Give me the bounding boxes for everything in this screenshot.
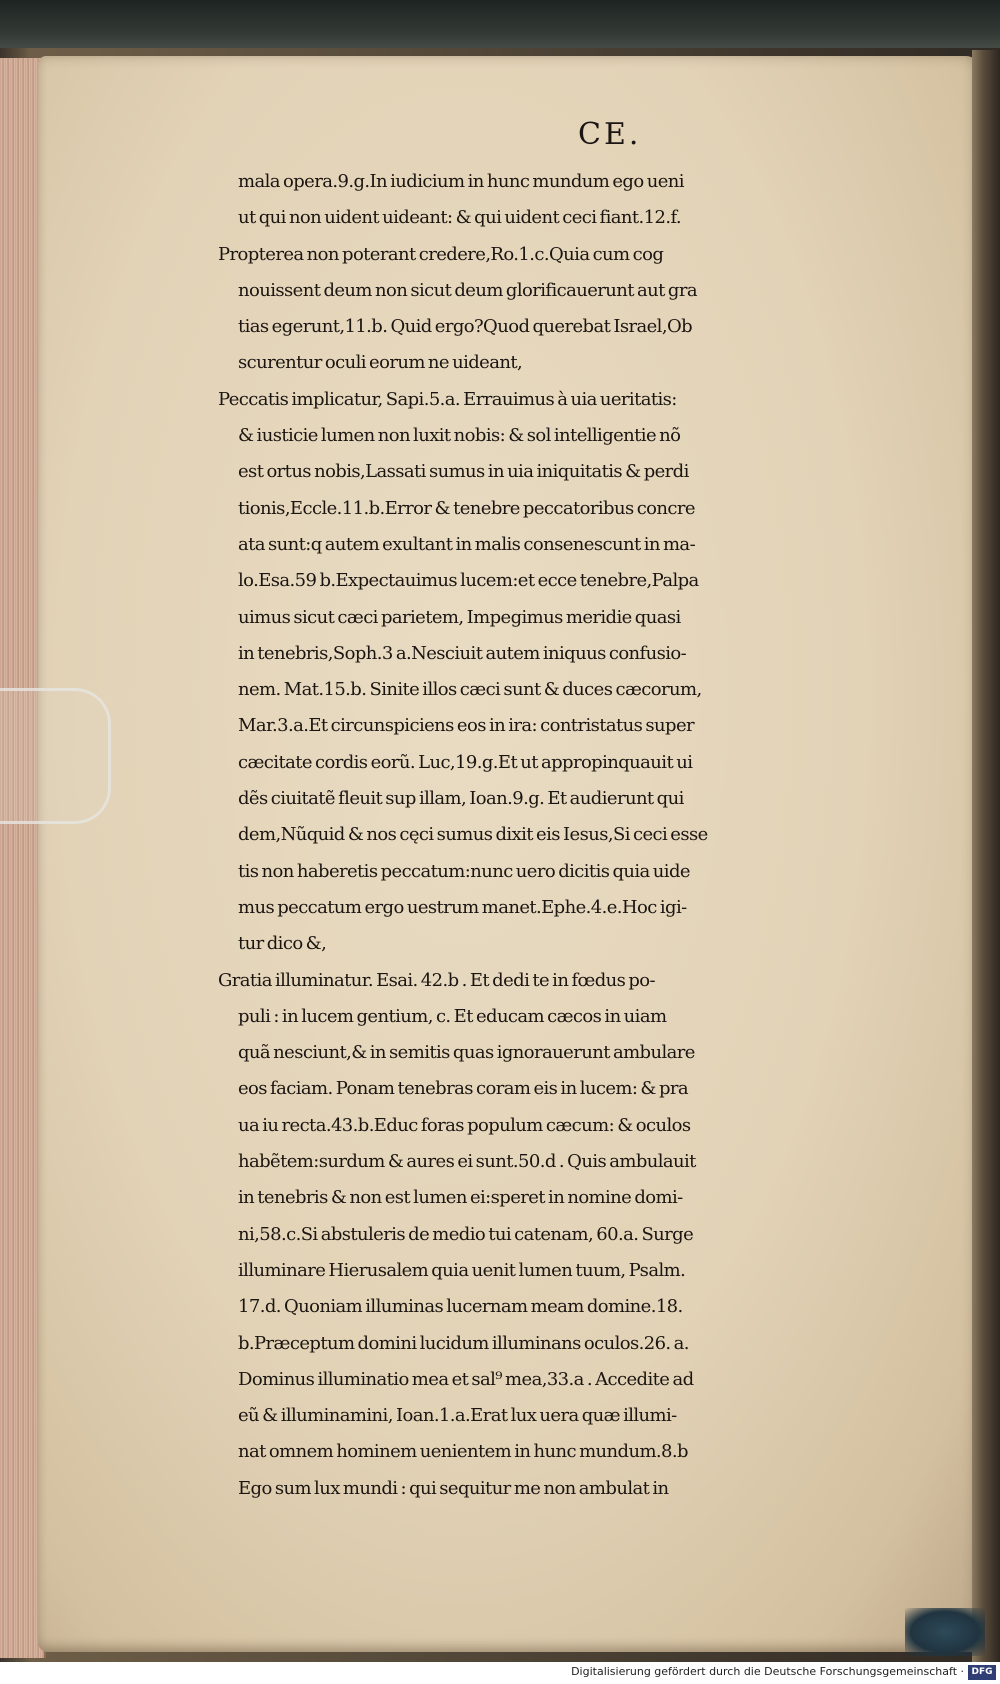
text-line: uimus sicut cæci parietem, Impegimus meridie quasi	[238, 606, 681, 628]
text-line: habẽtem:surdum & aures ei sunt.50.d . Quis ambulauit	[238, 1151, 696, 1173]
text-line: illuminare Hierusalem quia uenit lumen tuum, Psalm.	[238, 1259, 686, 1281]
text-line: scurentur oculi eorum ne uideant,	[238, 352, 523, 374]
text-line: ut qui non uident uideant: & qui uident ceci fiant.12.f.	[238, 207, 681, 229]
text-line: mus peccatum ergo uestrum manet.Ephe.4.e.Hoc igi-	[238, 896, 687, 918]
running-head: CE.	[578, 117, 642, 152]
text-line: tis non haberetis peccatum:nunc uero dicitis quia uide	[238, 860, 690, 882]
text-line: ua iu recta.43.b.Educ foras populum cæcum: & oculos	[238, 1114, 691, 1136]
text-line: eũ & illuminamini, Ioan.1.a.Erat lux uera quæ illumi-	[238, 1405, 677, 1427]
text-line: Gratia illuminatur. Esai. 42.b . Et dedi te in fœdus po-	[218, 969, 656, 991]
text-line: Mar.3.a.Et circunspiciens eos in ira: contristatus super	[238, 715, 695, 737]
text-line: 17.d. Quoniam illuminas lucernam meam domine.18.	[238, 1296, 683, 1318]
footer-bar	[0, 1662, 1000, 1684]
text-line: nouissent deum non sicut deum glorificauerunt aut gra	[238, 279, 697, 301]
text-line: dem,Nũquid & nos cęci sumus dixit eis Iesus,Si ceci esse	[238, 824, 708, 846]
text-line: dẽs ciuitatẽ fleuit sup illam, Ioan.9.g. Et audierunt qui	[238, 788, 684, 810]
top-background	[0, 0, 1000, 48]
text-line: b.Præceptum domini lucidum illuminans oculos.26. a.	[238, 1332, 689, 1354]
text-line: lo.Esa.59 b.Expectauimus lucem:et ecce tenebre,Palpa	[238, 570, 699, 592]
text-line: & iusticie lumen non luxit nobis: & sol intelligentie nõ	[238, 425, 681, 447]
text-line: ata sunt:q autem exultant in malis consenescunt in ma-	[238, 533, 696, 555]
text-block	[218, 164, 978, 1507]
text-line: mala opera.9.g.In iudicium in hunc mundum ego ueni	[238, 171, 684, 192]
text-line: in tenebris,Soph.3 a.Nesciuit autem iniquus confusio-	[238, 642, 687, 664]
text-line: quã nesciunt,& in semitis quas ignorauerunt ambulare	[238, 1042, 695, 1064]
text-line: est ortus nobis,Lassati sumus in uia iniquitatis & perdi	[238, 461, 689, 483]
text-line: cæcitate cordis eorũ. Luc,19.g.Et ut appropinquauit ui	[238, 751, 693, 773]
dfg-logo: DFG	[968, 1665, 996, 1680]
text-line: tias egerunt,11.b. Quid ergo?Quod querebat Israel,Ob	[238, 316, 693, 338]
text-line: nat omnem hominem uenientem in hunc mundum.8.b	[238, 1441, 688, 1463]
text-line: puli : in lucem gentium, c. Et educam cæcos in uiam	[238, 1005, 667, 1027]
text-line: Dominus illuminatio mea et sal⁹ mea,33.a . Accedite ad	[238, 1368, 694, 1390]
text-line: in tenebris & non est lumen ei:speret in nomine domi-	[238, 1187, 683, 1209]
text-line: Propterea non poterant credere,Ro.1.c.Quia cum cog	[218, 243, 664, 265]
text-line: Ego sum lux mundi : qui sequitur me non ambulat in	[238, 1477, 669, 1499]
corner-stain	[905, 1608, 985, 1656]
text-line: nem. Mat.15.b. Sinite illos cæci sunt & duces cæcorum,	[238, 679, 702, 701]
text-line: eos faciam. Ponam tenebras coram eis in lucem: & pra	[238, 1078, 689, 1100]
digitization-credit: Digitalisierung gefördert durch die Deutsche Forschungsgemeinschaft ·	[571, 1665, 964, 1678]
text-line: tur dico &,	[238, 933, 327, 955]
text-line: Peccatis implicatur, Sapi.5.a. Errauimus à uia ueritatis:	[218, 388, 677, 410]
text-line: tionis,Eccle.11.b.Error & tenebre peccatoribus concre	[238, 497, 695, 519]
page-clip	[0, 688, 111, 824]
text-line: ni,58.c.Si abstuleris de medio tui catenam, 60.a. Surge	[238, 1223, 694, 1245]
